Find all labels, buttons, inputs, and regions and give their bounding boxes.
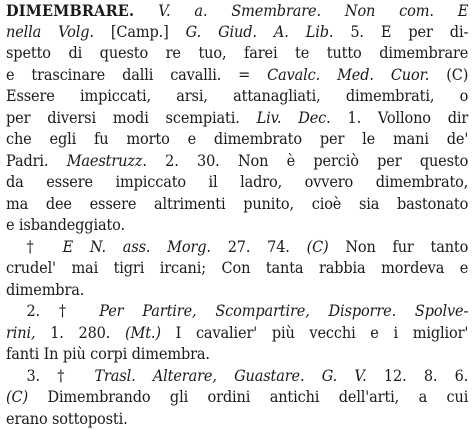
citation: E N. ass. Morg. <box>63 238 211 256</box>
sense-definition: Trasl. Alterare, Guastare. G. V. <box>94 367 366 385</box>
entry-line-18: 3. † Trasl. Alterare, Guastare. G. V. 12. 8. 6. <box>6 366 468 388</box>
citation: Liv. Dec. <box>257 109 331 127</box>
entry-line-20: erano sottoposti. <box>6 409 468 430</box>
headword: DIMEMBRARE. <box>6 1 134 20</box>
entry-line-9: da essere impiccato il ladro, ovvero dimembrato, <box>6 172 468 194</box>
entry-line-15: 2. † Per Partire, Scompartire, Disporre. Spolve- <box>6 301 468 323</box>
entry-line-7: che egli fu morto e dimembrato per le mani de' <box>6 129 468 151</box>
entry-line-8: Padri. Maestruzz. 2. 30. Non è perciò per questo <box>6 151 468 173</box>
entry-line-16: rini, 1. 280. (Mt.) I cavalier' più vecchi e i miglior' <box>6 323 468 345</box>
entry-line-4: e trascinare dalli cavalli. = Cavalc. Med. Cuor. (C) <box>6 65 468 87</box>
entry-line-2: nella Volg. [Camp.] G. Giud. A. Lib. 5. E per di- <box>6 22 468 44</box>
entry-line-6: per diversi modi scempiati. Liv. Dec. 1. Vollono dir <box>6 108 468 130</box>
entry-line-13: crudel' mai tigri ircani; Con tanta rabbia mordeva e <box>6 258 468 280</box>
entry-line-1 <box>6 0 468 22</box>
entry-line-19: (C) Dimembrando gli ordini antichi dell'arti, a cui <box>6 387 468 409</box>
entry-line-12: † E N. ass. Morg. 27. 74. (C) Non fur tanto <box>6 237 468 259</box>
entry-line-3: spetto di questo re tuo, farei te tutto dimembrare <box>6 43 468 65</box>
citation: Cavalc. Med. Cuor. <box>267 66 429 84</box>
entry-line-5: Essere impiccati, arsi, attanagliati, dimembrati, o <box>6 86 468 108</box>
dictionary-entry <box>6 0 436 428</box>
citation: Maestruzz. <box>67 152 147 170</box>
citation: G. Giud. A. Lib. <box>186 23 334 41</box>
entry-line-14: dimembra. <box>6 280 468 302</box>
entry-line-17: fanti In più corpi dimembra. <box>6 344 468 366</box>
entry-line-11: e isbandeggiato. <box>6 215 468 237</box>
grammar-note: V. a. Smembrare. Non com. E <box>158 2 468 20</box>
entry-line-10: ma dee essere altrimenti punito, cioè sia bastonato <box>6 194 468 216</box>
sense-definition: Per Partire, Scompartire, Disporre. Spolve- <box>99 302 468 320</box>
